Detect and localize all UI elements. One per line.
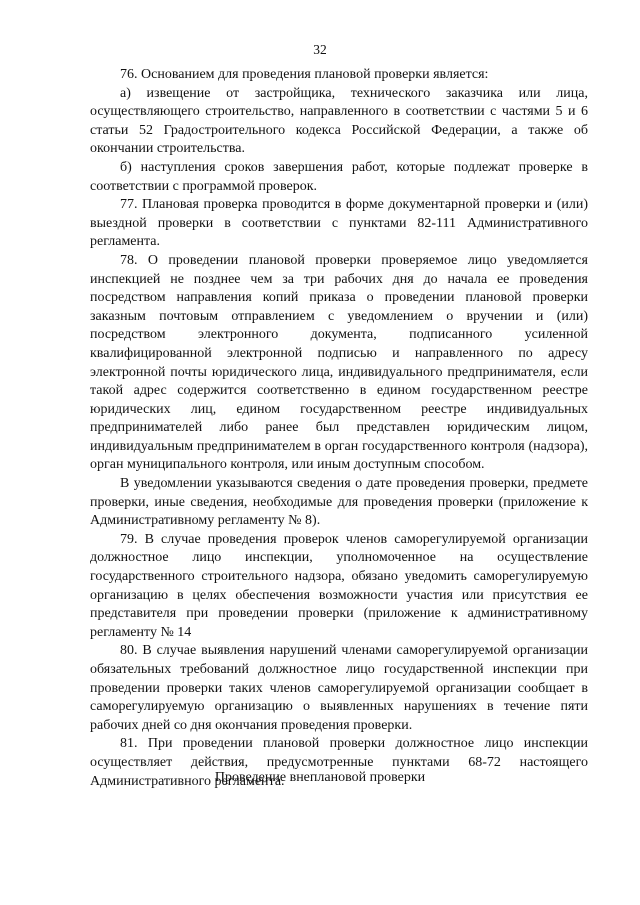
document-body — [90, 66, 588, 791]
paragraph-80: 80. В случае выявления нарушений членами саморегулируемой организации обязательных требований должностное лицо государственной инспекции при проведении проверки таких членов саморегулируемой организации сообщает в саморегулируемую организацию о выявленных нарушениях в течение пяти рабочих дней со дня окончания проведения проверки. — [90, 643, 588, 733]
paragraph-78-notice: В уведомлении указываются сведения о дате проведения проверки, предмете проверки, иные сведения, необходимые для проведения проверки (приложение к Административному регламенту № 8). — [90, 476, 588, 529]
paragraph-76-a: а) извещение от застройщика, технического заказчика или лица, осуществляющего строительство, направленного в соответствии с частями 5 и 6 статьи 52 Градостроительного кодекса Российской Федерации, а также об окончании строительства. — [90, 85, 588, 157]
paragraph-81: 81. При проведении плановой проверки должностное лицо инспекции осуществляет действия, предусмотренные пунктами 68-72 настоящего Административного регламента. — [90, 736, 588, 789]
paragraph-79: 79. В случае проведения проверок членов саморегулируемой организации должностное лицо инспекции, уполномоченное на осуществление государственного строительного надзора, обязано уведомить саморегулируемую организацию в целях обеспечения возможности участия или присутствия ее представителя при проведении проверки (приложение к административному регламенту № 14 — [90, 531, 588, 640]
section-heading: Проведение внеплановой проверки — [214, 770, 426, 785]
paragraph-78: 78. О проведении плановой проверки проверяемое лицо уведомляется инспекцией не позднее чем за три рабочих дня до начала ее проведения посредством направления копий приказа о проведении плановой проверки заказным почтовым отправлением с уведомлением о вручении и (или) посредством электронного документа, подписанного усиленной квалифицированной электронной подписью и направленного по адресу электронной почты юридического лица, индивидуального предпринимателя, если такой адрес содержится соответственно в едином государственном реестре юридических лиц, едином государственном реестре индивидуальных предпринимателей либо ранее был представлен юридическим лицом, индивидуальным предпринимателем в орган государственного контроля (надзора), орган муниципального контроля, или иным доступным способом. — [90, 252, 588, 473]
page-number: 32 — [313, 42, 327, 57]
paragraph-76: 76. Основанием для проведения плановой проверки является: — [120, 67, 489, 82]
paragraph-76-b: б) наступления сроков завершения работ, которые подлежат проверке в соответствии с программой проверок. — [90, 159, 588, 194]
paragraph-77: 77. Плановая проверка проводится в форме документарной проверки и (или) выездной проверки в соответствии с пунктами 82-111 Административного регламента. — [90, 197, 588, 250]
